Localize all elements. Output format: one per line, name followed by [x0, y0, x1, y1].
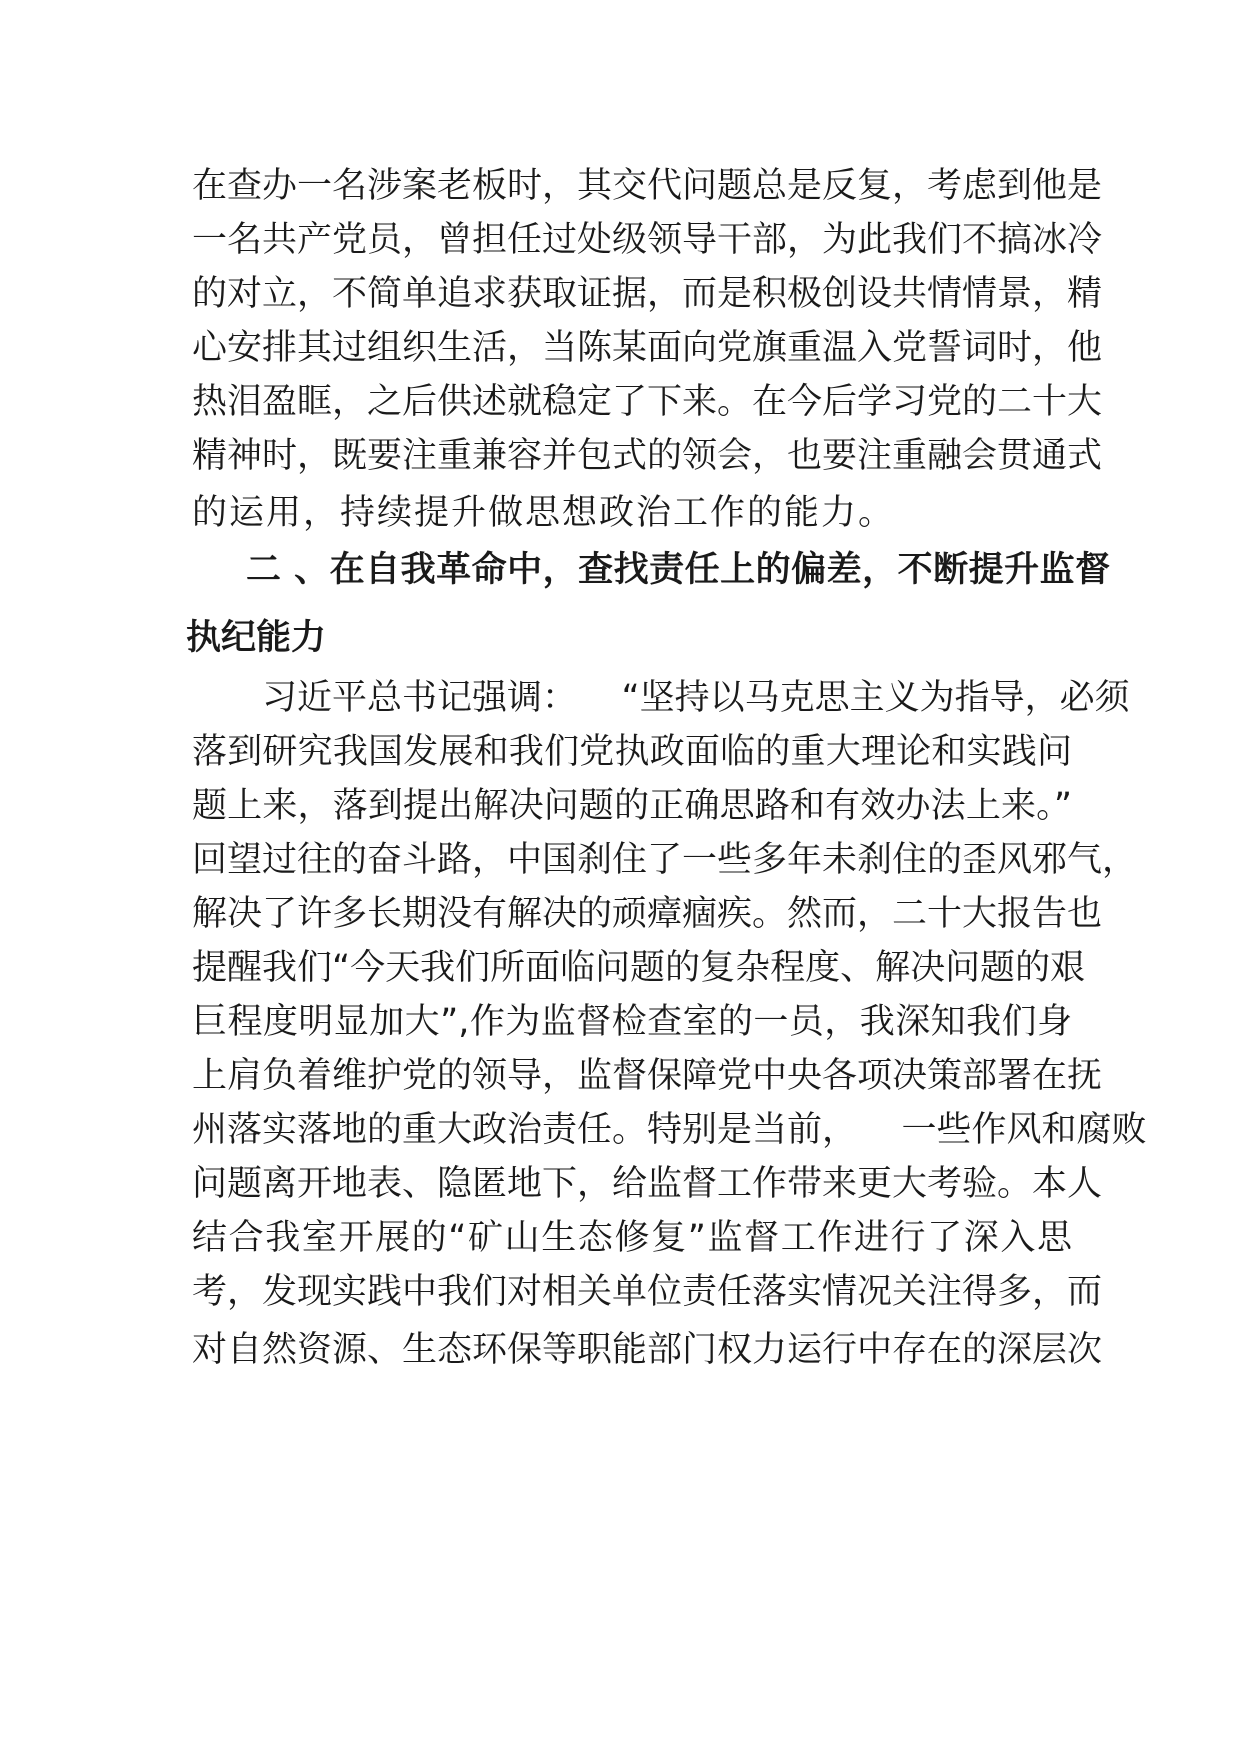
text-line: 回望过往的奋斗路，中国刹住了一些多年未刹住的歪风邪气，	[192, 840, 1138, 880]
text-line: 的运用，持续提升做思想政治工作的能力。	[192, 493, 896, 533]
text-line: 在查办一名涉案老板时，其交代问题总是反复，考虑到他是	[192, 166, 1103, 206]
text-line: 的对立，不简单追求获取证据，而是积极创设共情情景，精	[192, 274, 1103, 314]
text-line: 一名共产党员，曾担任过处级领导干部，为此我们不搞冰冷	[192, 220, 1103, 260]
text-line: 题上来，落到提出解决问题的正确思路和有效办法上来。”	[192, 786, 1072, 826]
text-line: 精神时，既要注重兼容并包式的领会，也要注重融会贯通式	[192, 436, 1103, 476]
text-line: 上肩负着维护党的领导，监督保障党中央各项决策部署在抚	[192, 1056, 1103, 1096]
text-line: 落到研究我国发展和我们党执政面临的重大理论和实践问	[192, 732, 1072, 772]
text-line: 习近平总书记强调： “坚持以马克思主义为指导，必须	[262, 678, 1130, 718]
section-heading-line-1: 二 、在自我革命中，查找责任上的偏差，不断提升监督	[246, 550, 1111, 590]
text-line: 巨程度明显加大”,作为监督检查室的一员，我深知我们身	[192, 1002, 1072, 1042]
text-line: 对自然资源、生态环保等职能部门权力运行中存在的深层次	[192, 1330, 1103, 1370]
text-line: 州落实落地的重大政治责任。特别是当前， 一些作风和腐败	[192, 1110, 1147, 1150]
text-line: 解决了许多长期没有解决的顽瘴痼疾。然而，二十大报告也	[192, 894, 1103, 934]
text-line: 结合我室开展的“矿山生态修复”监督工作进行了深入思	[192, 1218, 1072, 1258]
text-line: 考，发现实践中我们对相关单位责任落实情况关注得多，而	[192, 1272, 1103, 1312]
text-line: 提醒我们“今天我们所面临问题的复杂程度、解决问题的艰	[192, 948, 1086, 988]
text-line: 问题离开地表、隐匿地下，给监督工作带来更大考验。本人	[192, 1164, 1103, 1204]
text-line: 心安排其过组织生活，当陈某面向党旗重温入党誓词时，他	[192, 328, 1103, 368]
section-heading-line-2: 执纪能力	[186, 618, 327, 658]
text-line: 热泪盈眶，之后供述就稳定了下来。在今后学习党的二十大	[192, 382, 1103, 422]
